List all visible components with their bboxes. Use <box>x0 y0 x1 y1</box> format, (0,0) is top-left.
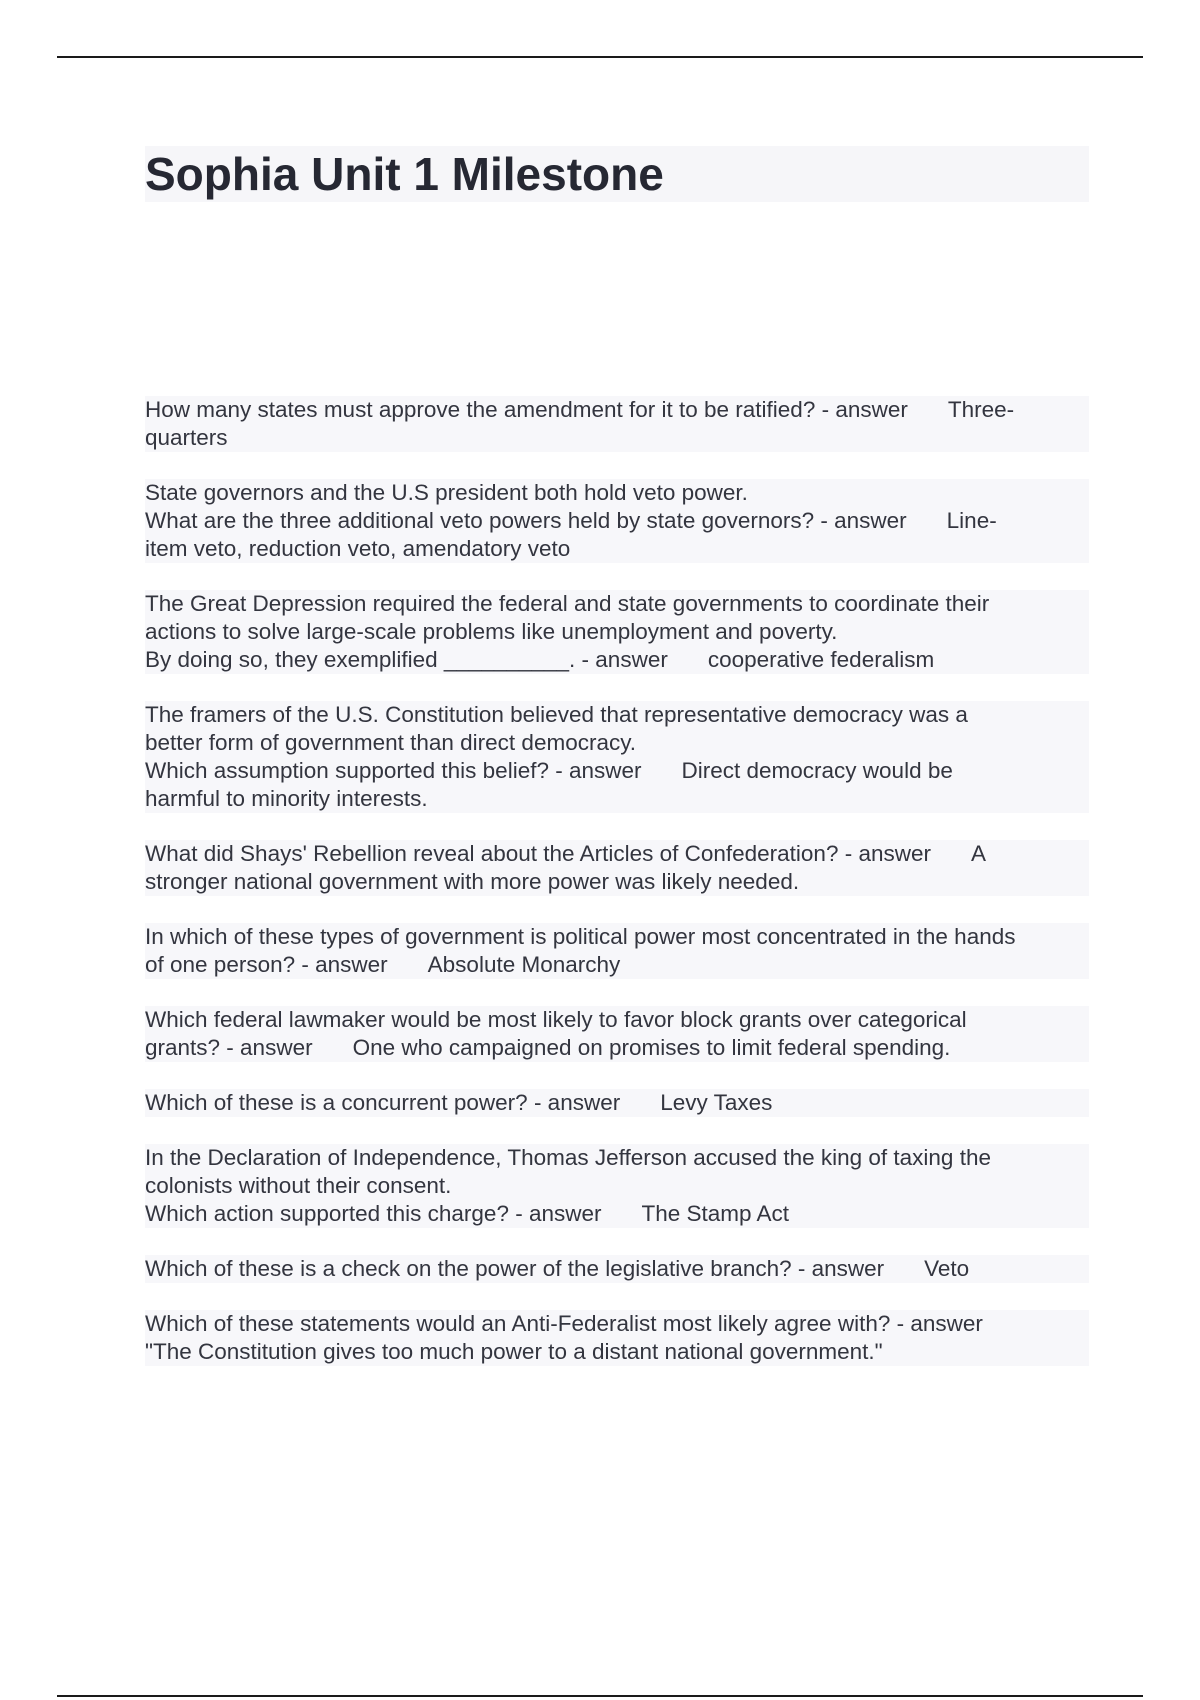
question-line: of one person? - answer Absolute Monarchy <box>145 951 1089 979</box>
answer-text: Direct democracy would be <box>681 758 953 783</box>
qa-item <box>145 701 1089 813</box>
qa-item <box>145 840 1089 896</box>
answer-text: The Stamp Act <box>641 1201 790 1226</box>
question-line: grants? - answer One who campaigned on promises to limit federal spending. <box>145 1034 1089 1062</box>
qa-item <box>145 1144 1089 1228</box>
answer-text: Absolute Monarchy <box>427 952 621 977</box>
question-line: The Great Depression required the federal and state governments to coordinate their <box>145 590 1089 618</box>
question-line: In which of these types of government is political power most concentrated in the hands <box>145 923 1089 951</box>
qa-item <box>145 396 1089 452</box>
question-line: better form of government than direct democracy. <box>145 729 1089 757</box>
answer-line: harmful to minority interests. <box>145 785 1089 813</box>
answer-text: A <box>970 841 986 866</box>
qa-item <box>145 590 1089 674</box>
question-line: Which assumption supported this belief? - answer Direct democracy would be <box>145 757 1089 785</box>
question-line: Which of these statements would an Anti-Federalist most likely agree with? - answer <box>145 1310 1089 1338</box>
question-line: Which federal lawmaker would be most likely to favor block grants over categorical <box>145 1006 1089 1034</box>
answer-text: Veto <box>924 1256 970 1281</box>
answer-text: One who campaigned on promises to limit federal spending. <box>352 1035 951 1060</box>
question-line: In the Declaration of Independence, Thomas Jefferson accused the king of taxing the <box>145 1144 1089 1172</box>
bottom-rule <box>57 1695 1143 1697</box>
qa-item <box>145 923 1089 979</box>
answer-text: Levy Taxes <box>660 1090 773 1115</box>
qa-item <box>145 1255 1089 1283</box>
question-line: Which of these is a check on the power of the legislative branch? - answer Veto <box>145 1255 1089 1283</box>
answer-line: item veto, reduction veto, amendatory veto <box>145 535 1089 563</box>
question-line: Which action supported this charge? - answer The Stamp Act <box>145 1200 1089 1228</box>
question-line: How many states must approve the amendment for it to be ratified? - answer Three- <box>145 396 1089 424</box>
question-line: State governors and the U.S president both hold veto power. <box>145 479 1089 507</box>
question-line: What did Shays' Rebellion reveal about the Articles of Confederation? - answer A <box>145 840 1089 868</box>
qa-item <box>145 479 1089 563</box>
page-title: Sophia Unit 1 Milestone <box>145 148 664 200</box>
answer-line: stronger national government with more power was likely needed. <box>145 868 1089 896</box>
top-rule <box>57 56 1143 58</box>
question-line: colonists without their consent. <box>145 1172 1089 1200</box>
answer-line: quarters <box>145 424 1089 452</box>
qa-item <box>145 1006 1089 1062</box>
answer-line: "The Constitution gives too much power to a distant national government." <box>145 1338 1089 1366</box>
qa-item <box>145 1089 1089 1117</box>
answer-text: cooperative federalism <box>707 647 935 672</box>
answer-text: Line- <box>946 508 997 533</box>
question-line: The framers of the U.S. Constitution believed that representative democracy was a <box>145 701 1089 729</box>
qa-list <box>145 396 1089 1393</box>
question-line: What are the three additional veto powers held by state governors? - answer Line- <box>145 507 1089 535</box>
answer-text: Three- <box>947 397 1015 422</box>
qa-item <box>145 1310 1089 1366</box>
question-line: actions to solve large-scale problems like unemployment and poverty. <box>145 618 1089 646</box>
question-line: By doing so, they exemplified __________. - answer cooperative federalism <box>145 646 1089 674</box>
question-line: Which of these is a concurrent power? - answer Levy Taxes <box>145 1089 1089 1117</box>
